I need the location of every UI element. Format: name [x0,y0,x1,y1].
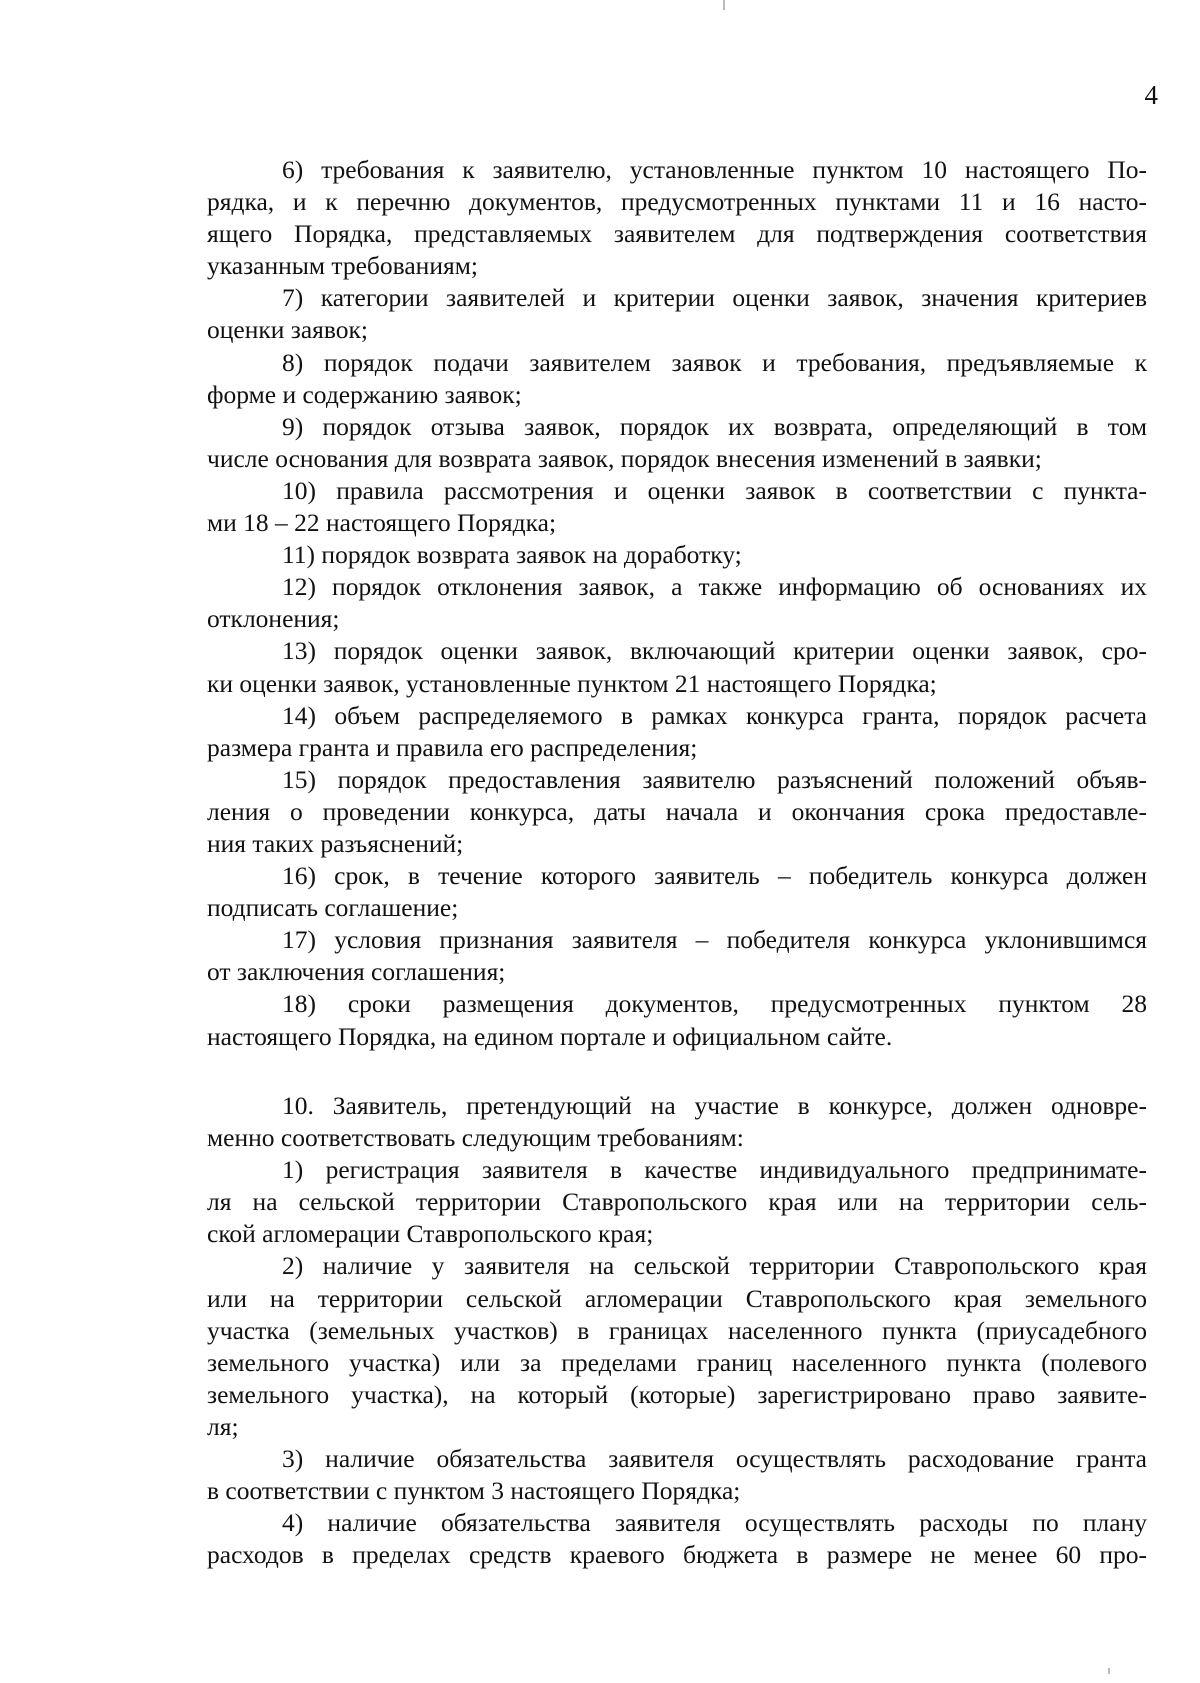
text-line: земельного участка), на который (которые) зарегистрировано право заявите- [207,1379,1147,1409]
text-line: 13) порядок оценки заявок, включающий критерии оценки заявок, сро- [282,636,1147,666]
text-line: оценки заявок; [207,315,368,345]
text-line: 15) порядок предоставления заявителю разъяснений положений объяв- [282,764,1147,794]
text-line: 16) срок, в течение которого заявитель – победитель конкурса должен [282,861,1147,891]
text-line: 3) наличие обязательства заявителя осуществлять расходование гранта [282,1444,1147,1474]
text-line: 8) порядок подачи заявителем заявок и требования, предъявляемые к [282,347,1147,377]
text-line: 14) объем распределяемого в рамках конкурса гранта, порядок расчета [282,700,1147,730]
text-line: 9) порядок отзыва заявок, порядок их возврата, определяющий в том [282,411,1147,441]
text-line: участка (земельных участков) в границах населенного пункта (приусадебного [207,1315,1147,1345]
page-number: 4 [1144,80,1158,110]
text-line: 7) категории заявителей и критерии оценки заявок, значения критериев [282,283,1147,313]
text-line: 12) порядок отклонения заявок, а также информацию об основаниях их [282,572,1147,602]
text-line: ля; [207,1411,239,1441]
text-line: числе основания для возврата заявок, порядок внесения изменений в заявки; [207,443,1042,473]
text-line: 2) наличие у заявителя на сельской территории Ставропольского края [282,1251,1147,1281]
text-line: размера гранта и правила его распределения; [207,732,698,762]
text-line: указанным требованиям; [207,251,478,281]
text-line: отклонения; [207,604,340,634]
text-line: рядка, и к перечню документов, предусмотренных пунктами 11 и 16 насто- [207,187,1147,217]
text-line: расходов в пределах средств краевого бюджета в размере не менее 60 про- [207,1540,1147,1570]
text-line: 6) требования к заявителю, установленные пунктом 10 настоящего По- [282,155,1147,184]
text-line: форме и содержанию заявок; [207,379,522,409]
text-line: ми 18 – 22 настоящего Порядка; [207,508,557,538]
text-line: 11) порядок возврата заявок на доработку; [282,540,742,570]
text-line: ки оценки заявок, установленные пунктом 21 настоящего Порядка; [207,668,937,698]
text-line: ления о проведении конкурса, даты начала и окончания срока предоставле- [207,796,1147,826]
text-line: ящего Порядка, представляемых заявителем для подтверждения соответствия [207,219,1147,249]
text-line: 1) регистрация заявителя в качестве индивидуального предпринимате- [282,1155,1147,1185]
text-block-list-items [207,154,1147,1053]
text-line: ния таких разъяснений; [207,828,464,858]
text-line: в соответствии с пунктом 3 настоящего Порядка; [207,1476,741,1506]
text-line: ля на сельской территории Ставропольского края или на территории сель- [207,1187,1147,1217]
text-line: земельного участка) или за пределами границ населенного пункта (полевого [207,1347,1147,1377]
text-line: 4) наличие обязательства заявителя осуществлять расходы по плану [282,1508,1147,1538]
text-line: настоящего Порядка, на едином портале и официальном сайте. [207,1021,893,1051]
text-line: от заключения соглашения; [207,957,506,987]
text-line: 18) сроки размещения документов, предусмотренных пунктом 28 [282,989,1147,1019]
text-line: или на территории сельской агломерации Ставропольского края земельного [207,1283,1147,1313]
scan-mark-bottom [1108,1668,1110,1674]
text-block-applicant-requirements [207,1090,1147,1571]
text-line: менно соответствовать следующим требованиям: [207,1123,744,1153]
text-line: 10. Заявитель, претендующий на участие в конкурсе, должен одновре- [282,1091,1147,1120]
text-line: 17) условия признания заявителя – победителя конкурса уклонившимся [282,925,1147,955]
scan-mark-top [723,0,725,10]
text-line: подписать соглашение; [207,893,459,923]
text-line: ской агломерации Ставропольского края; [207,1219,654,1249]
text-line: 10) правила рассмотрения и оценки заявок в соответствии с пункта- [282,475,1147,505]
